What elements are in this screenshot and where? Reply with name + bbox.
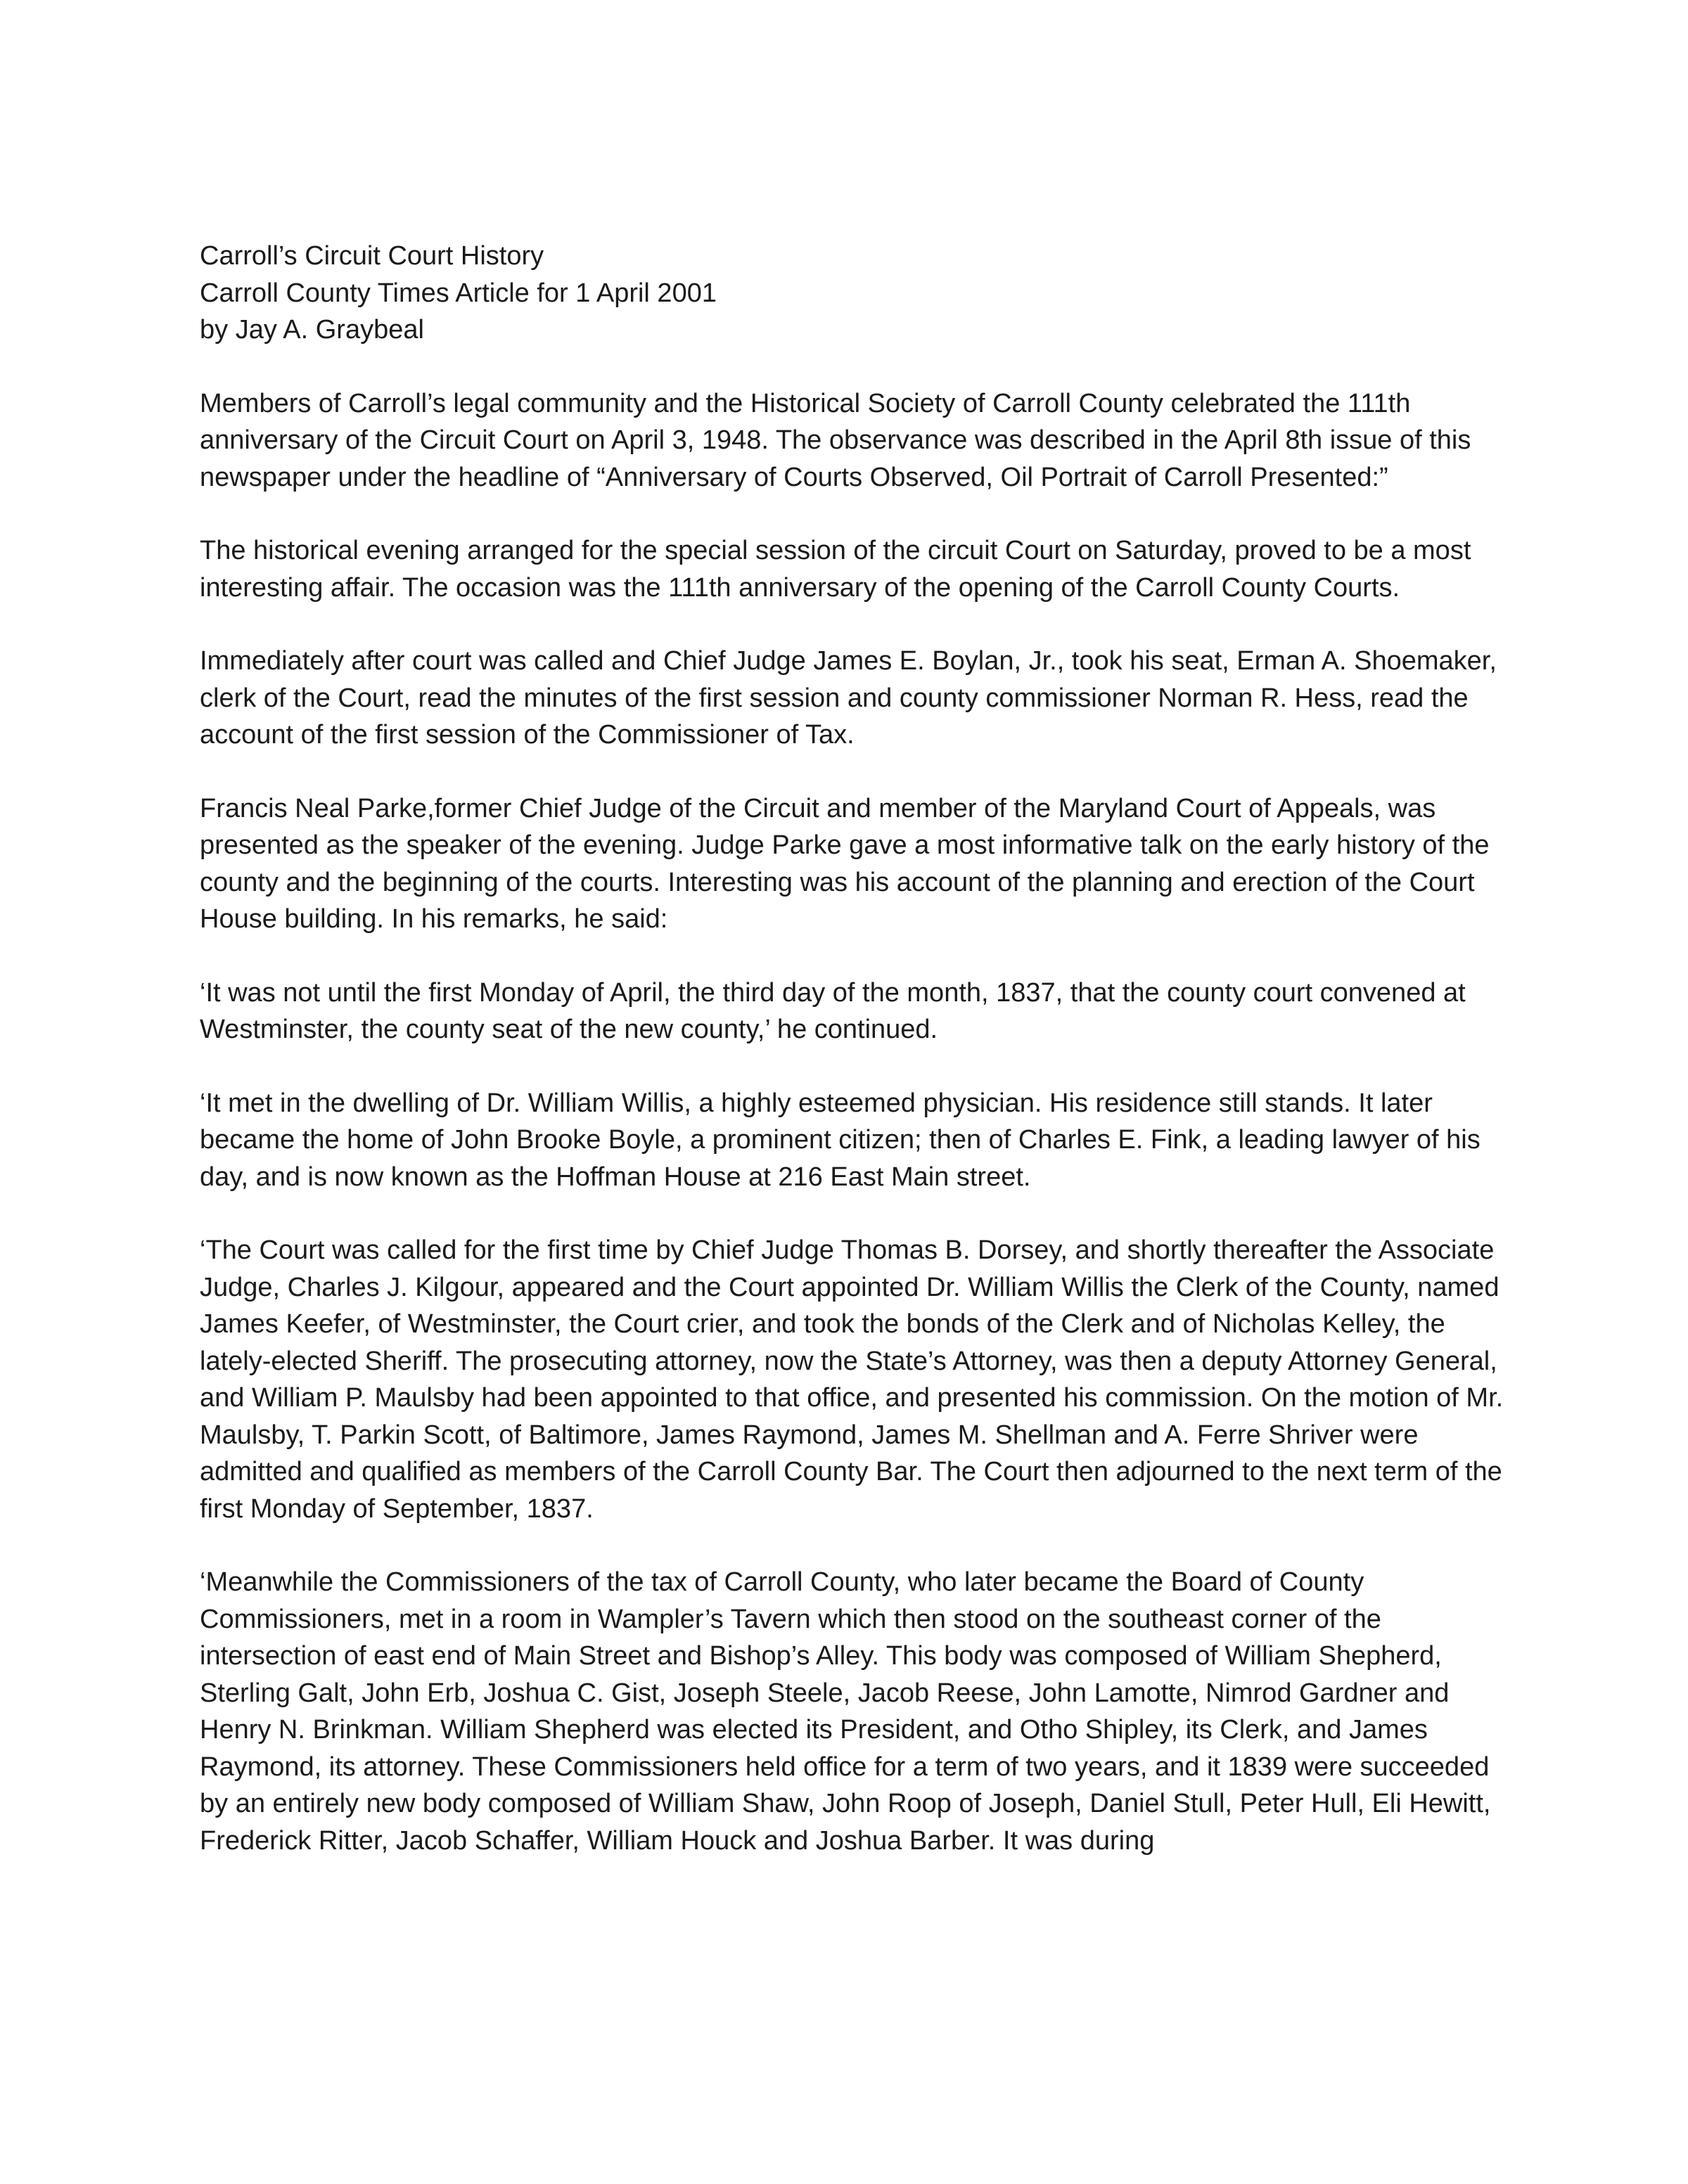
paragraph: The historical evening arranged for the special session of the circuit Court on Saturday, proved to be a most interesting affair. The occasion was the 111th anniversary of the opening of the Carroll County Courts. — [200, 536, 1471, 603]
paragraph: Francis Neal Parke,former Chief Judge of the Circuit and member of the Maryland Court of Appeals, was presented as the speaker of the evening. Judge Parke gave a most informative talk on the early history of the county and the beginning of the courts. Interesting was his account of the planning and erection of the Court House building. In his remarks, he said: — [200, 793, 1490, 934]
article-byline: by Jay A. Graybeal — [200, 315, 424, 345]
article-header — [200, 238, 1522, 349]
article-title: Carroll’s Circuit Court History — [200, 241, 544, 271]
article-subtitle: Carroll County Times Article for 1 April 2001 — [200, 278, 717, 308]
paragraph: Members of Carroll’s legal community and the Historical Society of Carroll County celebrated the 111th anniversary of the Circuit Court on April 3, 1948. The observance was described in the April 8th issue of this newspaper under the headline of “Anniversary of Courts Observed, Oil Portrait of Carroll Presented:” — [200, 388, 1471, 492]
paragraph: Immediately after court was called and Chief Judge James E. Boylan, Jr., took his seat, Erman A. Shoemaker, clerk of the Court, read the minutes of the first session and county commissioner Norman R. Hess, read the account of the first session of the Commissioner of Tax. — [200, 646, 1497, 750]
paragraph: ‘It met in the dwelling of Dr. William Willis, a highly esteemed physician. His residence still stands. It later became the home of John Brooke Boyle, a prominent citizen; then of Charles E. Fink, a leading lawyer of his day, and is now known as the Hoffman House at 216 East Main street. — [200, 1088, 1481, 1192]
paragraph: ‘Meanwhile the Commissioners of the tax of Carroll County, who later became the Board of County Commissioners, met in a room in Wampler’s Tavern which then stood on the southeast corner of the intersection of east end of Main Street and Bishop’s Alley. This body was composed of William Shepherd, Sterling Galt, John Erb, Joshua C. Gist, Joseph Steele, Jacob Reese, John Lamotte, Nimrod Gardner and Henry N. Brinkman. William Shepherd was elected its President, and Otho Shipley, its Clerk, and James Raymond, its attorney. These Commissioners held office for a term of two years, and it 1839 were succeeded by an entirely new body composed of William Shaw, John Roop of Joseph, Daniel Stull, Peter Hull, Eli Hewitt, Frederick Ritter, Jacob Schaffer, William Houck and Joshua Barber. It was during — [200, 1567, 1491, 1856]
article-content — [200, 238, 1522, 1859]
paragraph: ‘The Court was called for the first time by Chief Judge Thomas B. Dorsey, and shortly thereafter the Associate Judge, Charles J. Kilgour, appeared and the Court appointed Dr. William Willis the Clerk of the County, named James Keefer, of Westminster, the Court crier, and took the bonds of the Clerk and of Nicholas Kelley, the lately-elected Sheriff. The prosecuting attorney, now the State’s Attorney, was then a deputy Attorney General, and William P. Maulsby had been appointed to that office, and presented his commission. On the motion of Mr. Maulsby, T. Parkin Scott, of Baltimore, James Raymond, James M. Shellman and A. Ferre Shriver were admitted and qualified as members of the Carroll County Bar. The Court then adjourned to the next term of the first Monday of September, 1837. — [200, 1235, 1504, 1524]
paragraph: ‘It was not until the first Monday of April, the third day of the month, 1837, that the county court convened at Westminster, the county seat of the new county,’ he continued. — [200, 977, 1466, 1044]
